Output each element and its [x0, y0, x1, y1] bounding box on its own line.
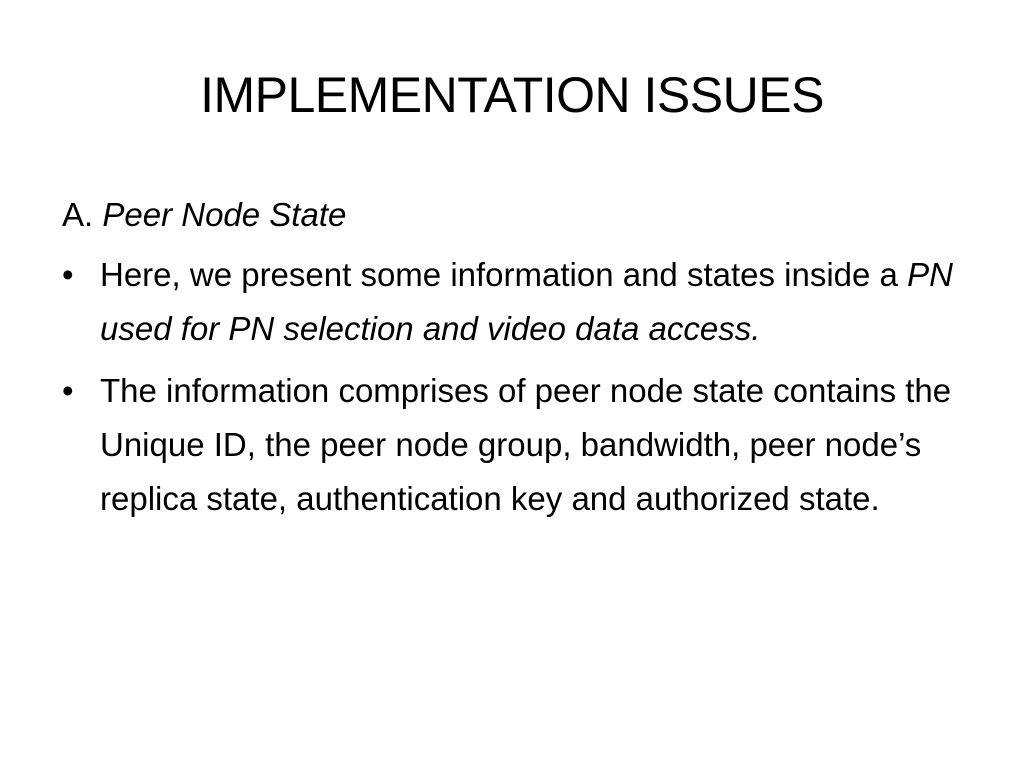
bullet-text-italic: PN used for PN selection and video data access. [100, 256, 953, 347]
bullet-item [62, 248, 982, 356]
bullet-marker: • [62, 256, 74, 293]
section-subheading [62, 188, 982, 242]
slide-body [62, 188, 982, 534]
subheading-prefix: A. [62, 196, 103, 233]
bullet-item [62, 364, 982, 526]
bullet-text: The information comprises of peer node state contains the Unique ID, the peer node group, bandwidth, peer node’s replica state, authentication key and authorized state. [100, 372, 952, 517]
bullet-marker: • [62, 372, 74, 409]
subheading-text: Peer Node State [102, 196, 347, 233]
slide-title: IMPLEMENTATION ISSUES [200, 67, 824, 123]
bullet-text: Here, we present some information and states inside a [100, 256, 908, 293]
